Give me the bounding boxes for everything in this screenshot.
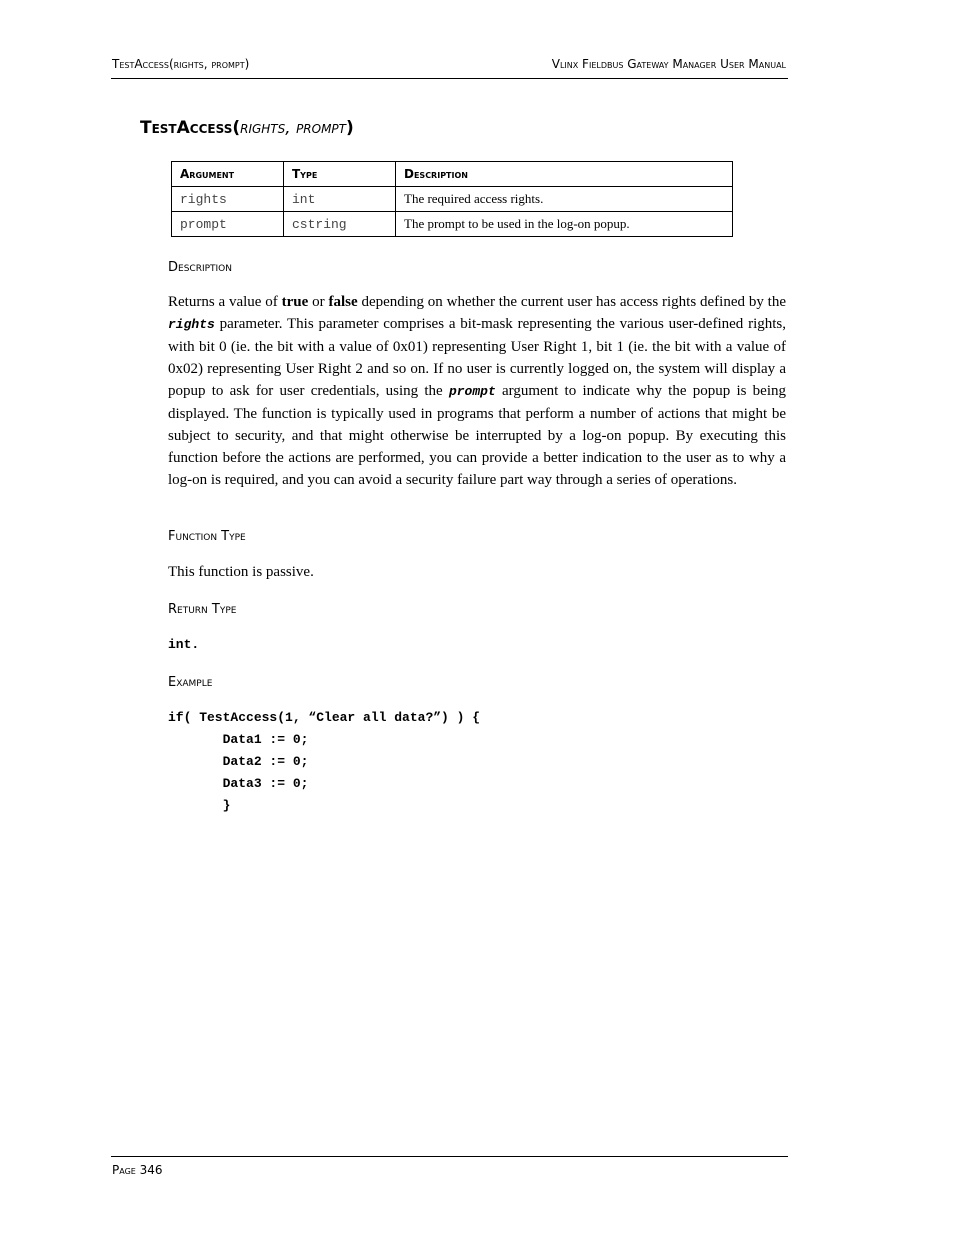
title-args: rights, prompt	[240, 118, 347, 138]
code-line: if( TestAccess(1, “Clear all data?”) ) {	[168, 710, 481, 725]
code-line: Data2 := 0;	[168, 754, 309, 769]
page-footer	[111, 1156, 788, 1177]
cell-description: The required access rights.	[396, 187, 733, 212]
cell-type: int	[284, 187, 396, 212]
false-keyword: false	[328, 294, 358, 310]
function-type-text: This function is passive.	[168, 564, 314, 580]
code-line: }	[168, 798, 231, 813]
example-code	[168, 707, 480, 817]
cell-argument: rights	[172, 187, 284, 212]
col-header-type: Type	[284, 162, 396, 187]
prompt-param: prompt	[448, 384, 496, 399]
table-row	[172, 187, 733, 212]
page-header	[111, 56, 788, 79]
col-header-description: Description	[396, 162, 733, 187]
example-heading: Example	[168, 675, 213, 690]
title-close: )	[346, 118, 354, 138]
code-line: Data3 := 0;	[168, 776, 309, 791]
header-left: TestAccess(rights, prompt)	[112, 57, 250, 71]
arguments-table	[171, 161, 733, 237]
page-title	[140, 118, 354, 138]
cell-type: cstring	[284, 212, 396, 237]
cell-description: The prompt to be used in the log-on popup.	[396, 212, 733, 237]
code-line: Data1 := 0;	[168, 732, 309, 747]
true-keyword: true	[281, 294, 309, 310]
return-type-text: int.	[168, 637, 200, 652]
rights-param: rights	[168, 317, 215, 332]
page-number: Page 346	[112, 1163, 163, 1177]
table-header-row	[172, 162, 733, 187]
title-name: TestAccess(	[140, 118, 241, 138]
cell-argument: prompt	[172, 212, 284, 237]
table-row	[172, 212, 733, 237]
col-header-argument: Argument	[172, 162, 284, 187]
description-heading: Description	[168, 260, 232, 275]
function-type-heading: Function Type	[168, 529, 246, 544]
header-right: Vlinx Fieldbus Gateway Manager User Manual	[551, 57, 786, 71]
description-paragraph: Returns a value of true or false depending on whether the current user has access rights defined by the rights parameter. This parameter comprises a bit-mask representing the various user-defined rights, with bit 0 (ie. the bit with a value of 0x01) representing User Right 1, bit 1 (ie. the bit with a value of 0x02) representing User Right 2 and so on. If no user is currently logged on, the system will display a popup to ask for user credentials, using the prompt argument to indicate why the popup is being displayed. The function is typically used in programs that perform a number of actions that might be subject to security, and that might otherwise be interrupted by a log-on popup. By executing this function before the actions are performed, you can provide a better indication to the user as to why a log-on is required, and you can avoid a security failure part way through a series of operations.	[168, 294, 786, 488]
return-type-heading: Return Type	[168, 602, 237, 617]
